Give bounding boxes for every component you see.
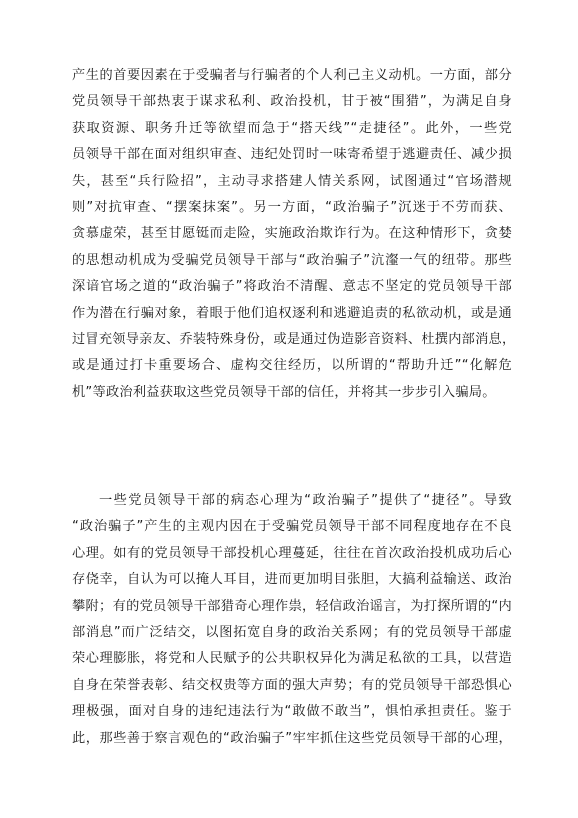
text-line: 深谙官场之道的“政治骗子”将政治不清醒、意志不坚定的党员领导干部 xyxy=(72,279,512,295)
text-line: 机”等政治利益获取这些党员领导干部的信任，并将其一步步引入骗局。 xyxy=(72,384,496,400)
text-line: 员领导干部在面对组织审查、违纪处罚时一味寄希望于逃避责任、减少损 xyxy=(72,147,512,163)
text-line: 自身在荣誉表彰、结交权贵等方面的强大声势；有的党员领导干部恐惧心 xyxy=(72,677,512,693)
text-line: 党员领导干部热衷于谋求私利、政治投机，甘于被“围猎”，为满足自身 xyxy=(72,94,512,110)
text-line: 部消息”而广泛结交，以图拓宽自身的政治关系网；有的党员领导干部虚 xyxy=(72,624,512,640)
text-line: 获取资源、职务升迁等欲望而急于“搭天线”“走捷径”。此外，一些党 xyxy=(72,120,512,136)
text-line: 荣心理膨胀，将党和人民赋予的公共职权异化为满足私欲的工具，以营造 xyxy=(72,651,512,667)
text-line: 贪慕虚荣，甚至甘愿铤而走险，实施政治欺诈行为。在这种情形下，贪婪 xyxy=(72,226,512,242)
text-line: 此，那些善于察言观色的“政治骗子”牢牢抓住这些党员领导干部的心理， xyxy=(72,730,512,746)
text-line: 则”对抗审查、“摆案抹案”。另一方面，“政治骗子”沉迷于不劳而获、 xyxy=(72,199,512,215)
text-line: 一些党员领导干部的病态心理为“政治骗子”提供了“捷径”。导致 xyxy=(99,493,512,508)
text-line: 或是通过打卡重要场合、虚构交往经历，以所谓的“帮助升迁”“化解危 xyxy=(72,358,512,374)
text-line: 失，甚至“兵行险招”，主动寻求搭建人情关系网，试图通过“官场潜规 xyxy=(72,173,512,189)
text-line: 存侥幸，自认为可以掩人耳目，进而更加明目张胆，大搞利益输送、政治 xyxy=(72,572,512,588)
text-line: 攀附；有的党员领导干部猎奇心理作祟，轻信政治谣言，为打探所谓的“内 xyxy=(72,598,512,614)
paragraph-1 xyxy=(72,63,516,406)
text-line: “政治骗子”产生的主观内因在于受骗党员领导干部不同程度地存在不良 xyxy=(72,519,512,535)
text-line: 过冒充领导亲友、乔装特殊身份，或是通过伪造影音资料、杜撰内部消息， xyxy=(72,331,516,347)
text-line: 心理。如有的党员领导干部投机心理蔓延，往往在首次政治投机成功后心 xyxy=(72,545,512,561)
text-line: 产生的首要因素在于受骗者与行骗者的个人利己主义动机。一方面，部分 xyxy=(72,68,512,83)
text-line: 作为潜在行骗对象，着眼于他们追权逐利和逃避追责的私欲动机，或是通 xyxy=(72,305,512,321)
paragraph-2 xyxy=(72,488,512,752)
text-line: 的思想动机成为受骗党员领导干部与“政治骗子”沆瀣一气的纽带。那些 xyxy=(72,252,512,268)
text-line: 理极强，面对自身的违纪违法行为“敢做不敢当”，惧怕承担责任。鉴于 xyxy=(72,704,512,720)
